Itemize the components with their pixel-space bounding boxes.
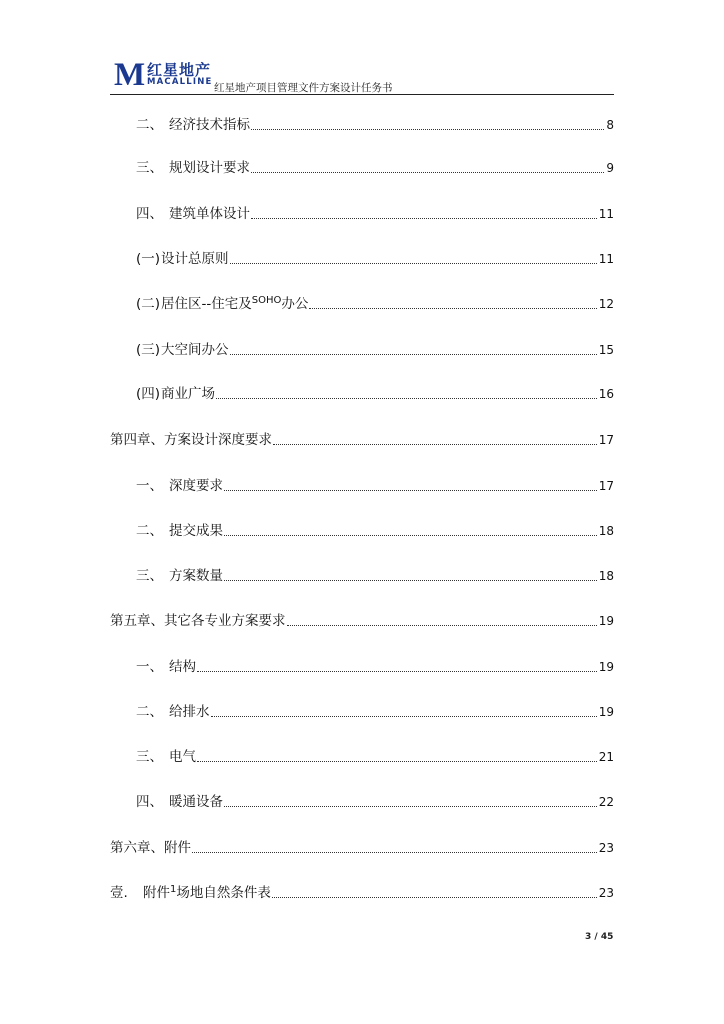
toc-entry[interactable] <box>110 610 614 630</box>
toc-entry-number: 二、 <box>136 117 163 133</box>
toc-entry[interactable] <box>136 701 614 721</box>
toc-entry-title: 居住区--住宅及$^{SOHO}$办公 <box>161 295 309 312</box>
toc-entry-title: 提交成果 <box>169 523 223 539</box>
toc-leader-dots <box>251 172 604 173</box>
toc-leader-dots <box>224 580 597 581</box>
toc-entry-number: 二、 <box>136 523 163 539</box>
toc-leader-dots <box>251 129 604 130</box>
toc-entry-number: 三、 <box>136 568 163 584</box>
toc-leader-dots <box>197 761 597 762</box>
toc-entry-page: 23 <box>598 886 614 900</box>
toc-entry[interactable] <box>110 882 614 902</box>
toc-entry[interactable] <box>136 656 614 676</box>
page-indicator: 3 / 45 <box>585 932 614 942</box>
toc-leader-dots <box>273 444 597 445</box>
toc-entry-number: 一、 <box>136 478 163 494</box>
toc-entry-number: (二) <box>136 296 161 312</box>
toc-entry-title: 附件$^1$场地自然条件表 <box>143 884 271 901</box>
toc-entry-title: 第四章、方案设计深度要求 <box>110 432 272 448</box>
toc-entry-page: 23 <box>598 841 614 855</box>
toc-entry-page: 18 <box>598 569 614 583</box>
toc-entry-title: 建筑单体设计 <box>169 206 250 222</box>
toc-entry[interactable] <box>136 383 614 403</box>
toc-entry[interactable] <box>136 746 614 766</box>
toc-leader-dots <box>224 806 597 807</box>
toc-entry[interactable] <box>136 114 614 134</box>
toc-entry-title: 深度要求 <box>169 478 223 494</box>
toc-entry-page: 18 <box>598 524 614 538</box>
logo-chinese: 红星地产 <box>147 61 212 79</box>
toc-entry-page: 19 <box>598 614 614 628</box>
toc-entry-title: 给排水 <box>169 704 210 720</box>
toc-leader-dots <box>216 398 597 399</box>
toc-leader-dots <box>192 852 597 853</box>
toc-entry-title: 经济技术指标 <box>169 117 250 133</box>
toc-leader-dots <box>230 354 597 355</box>
toc-entry[interactable] <box>136 248 614 268</box>
toc-entry-number: (四) <box>136 386 161 402</box>
toc-entry-title: 第五章、其它各专业方案要求 <box>110 613 286 629</box>
toc-entry[interactable] <box>136 203 614 223</box>
toc-entry-title: 设计总原则 <box>161 251 229 267</box>
toc-entry-title: 商业广场 <box>161 386 215 402</box>
toc-entry-page: 11 <box>598 252 614 266</box>
toc-entry-number: 一、 <box>136 659 163 675</box>
toc-entry-title: 大空间办公 <box>161 342 229 358</box>
toc-entry-title: 暖通设备 <box>169 794 223 810</box>
toc-entry-number: (三) <box>136 342 161 358</box>
toc-leader-dots <box>211 716 597 717</box>
toc-entry-number: 二、 <box>136 704 163 720</box>
toc-entry-page: 17 <box>598 433 614 447</box>
document-title: 红星地产项目管理文件方案设计任务书 <box>214 82 393 94</box>
toc-entry[interactable] <box>136 293 614 313</box>
toc-entry-page: 11 <box>598 207 614 221</box>
toc-leader-dots <box>272 897 597 898</box>
toc-entry-number: 三、 <box>136 160 163 176</box>
toc-entry-page: 19 <box>598 705 614 719</box>
toc-leader-dots <box>251 218 597 219</box>
toc-entry-title: 结构 <box>169 659 196 675</box>
toc-entry[interactable] <box>110 429 614 449</box>
toc-entry[interactable] <box>136 565 614 585</box>
toc-leader-dots <box>309 308 596 309</box>
toc-entry-title: 第六章、附件 <box>110 840 191 856</box>
header-rule <box>110 94 614 95</box>
toc-entry-number: 壹. <box>110 885 128 901</box>
toc-leader-dots <box>224 535 597 536</box>
toc-entry[interactable] <box>136 157 614 177</box>
toc-entry[interactable] <box>110 837 614 857</box>
toc-entry-page: 15 <box>598 343 614 357</box>
logo-letter: M <box>114 57 146 93</box>
page-header <box>110 58 614 96</box>
toc-leader-dots <box>197 671 597 672</box>
toc-leader-dots <box>230 263 597 264</box>
toc-entry-number: 四、 <box>136 794 163 810</box>
toc-entry-page: 8 <box>606 118 614 132</box>
toc-entry-page: 21 <box>598 750 614 764</box>
toc-entry-title: 方案数量 <box>169 568 223 584</box>
toc-entry-title: 规划设计要求 <box>169 160 250 176</box>
toc-entry-page: 12 <box>598 297 614 311</box>
toc-entry-page: 16 <box>598 387 614 401</box>
toc-leader-dots <box>224 490 597 491</box>
toc-entry[interactable] <box>136 791 614 811</box>
toc-entry[interactable] <box>136 339 614 359</box>
toc-entry-number: (一) <box>136 251 161 267</box>
toc-entry-page: 9 <box>606 161 614 175</box>
toc-entry-page: 19 <box>598 660 614 674</box>
toc-entry-page: 22 <box>598 795 614 809</box>
logo-english: MACALLINE <box>147 77 213 87</box>
toc-entry-number: 四、 <box>136 206 163 222</box>
toc-entry[interactable] <box>136 475 614 495</box>
toc-entry-page: 17 <box>598 479 614 493</box>
toc-entry-number: 三、 <box>136 749 163 765</box>
toc-entry[interactable] <box>136 520 614 540</box>
toc-entry-title: 电气 <box>169 749 196 765</box>
toc-leader-dots <box>287 625 597 626</box>
